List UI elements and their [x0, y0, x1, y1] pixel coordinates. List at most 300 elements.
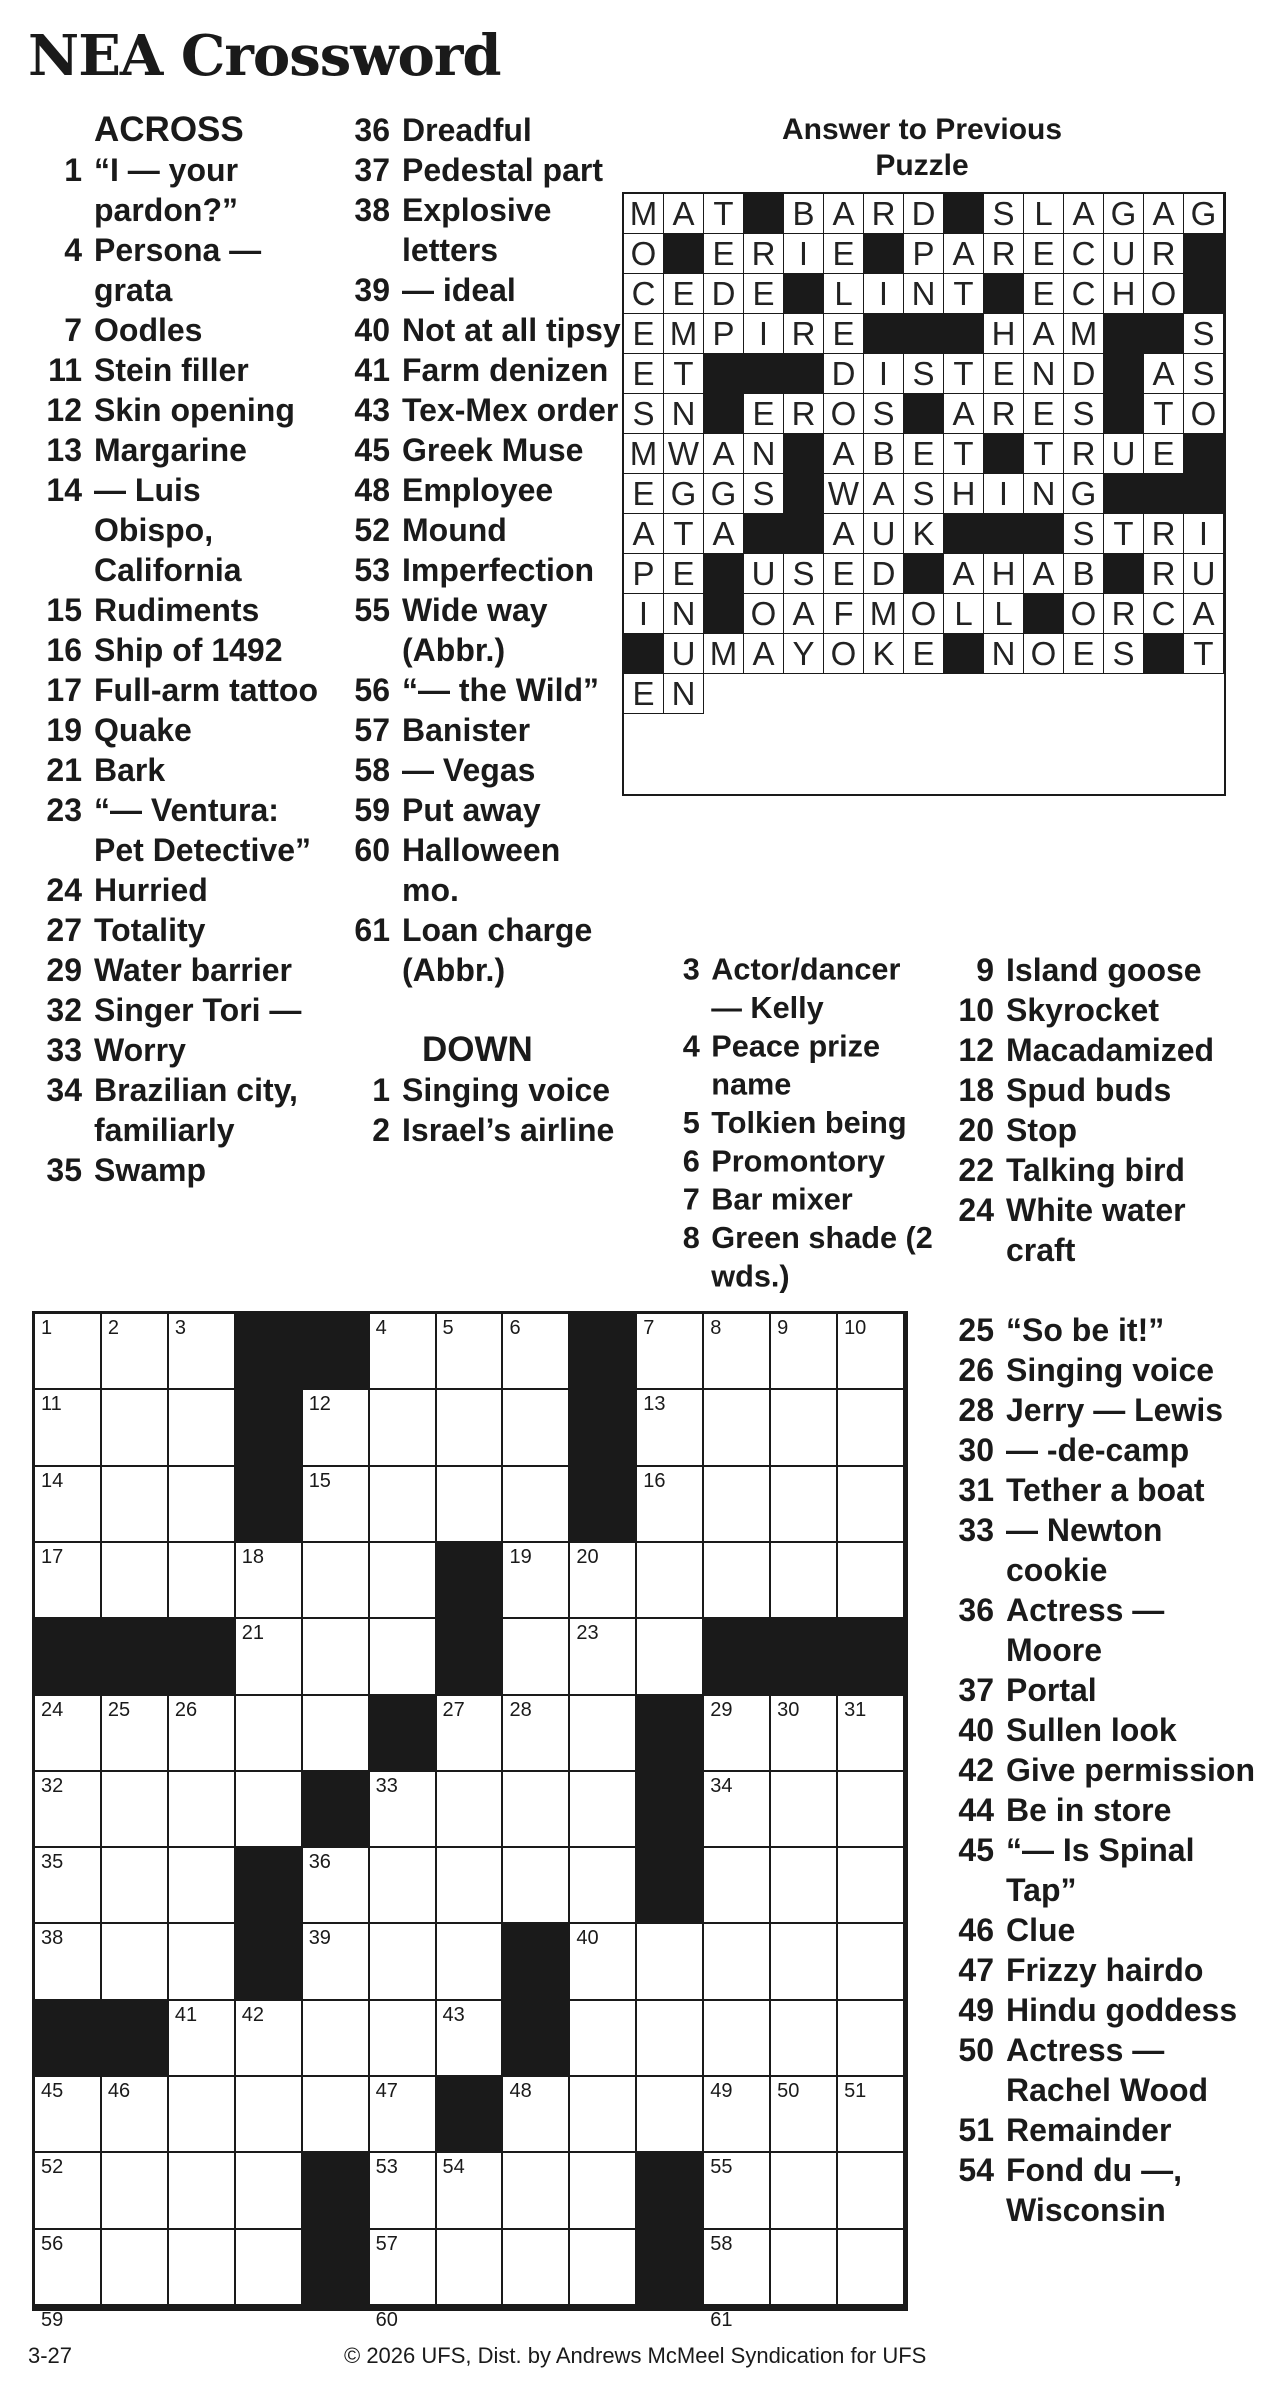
grid-cell[interactable]	[503, 1848, 570, 1924]
clue-text: “— Is Spinal Tap”	[1006, 1832, 1195, 1908]
grid-cell[interactable]	[838, 1543, 905, 1619]
grid-cell[interactable]	[236, 2077, 303, 2153]
answer-letter: R	[1144, 234, 1184, 274]
answer-letter: R	[744, 234, 784, 274]
answer-block	[704, 594, 744, 634]
grid-cell[interactable]	[704, 1696, 771, 1772]
answer-letter: E	[1024, 394, 1064, 434]
across-clue-list	[28, 150, 328, 1190]
grid-cell[interactable]	[771, 2306, 838, 2308]
grid-cell[interactable]	[771, 1390, 838, 1466]
cell-number: 15	[308, 1469, 331, 1492]
grid-cell[interactable]	[35, 1314, 102, 1390]
grid-cell[interactable]	[102, 2077, 169, 2153]
answer-letter: U	[1184, 554, 1224, 594]
grid-cell[interactable]	[370, 2153, 437, 2229]
answer-letter: A	[1024, 554, 1064, 594]
grid-cell[interactable]	[437, 2306, 504, 2308]
answer-letter: I	[624, 594, 664, 634]
grid-cell[interactable]	[503, 2077, 570, 2153]
grid-cell[interactable]	[35, 1924, 102, 2000]
grid-cell[interactable]	[236, 1543, 303, 1619]
down-clue	[336, 1110, 626, 1150]
grid-cell[interactable]	[637, 1467, 704, 1543]
answer-block	[1024, 514, 1064, 554]
grid-cell[interactable]	[637, 1390, 704, 1466]
clue-text: Ship of 1492	[94, 632, 283, 668]
clue-number: 22	[958, 1152, 994, 1188]
cell-number: 18	[241, 1545, 265, 1568]
grid-cell[interactable]	[303, 1467, 370, 1543]
across-clue	[336, 910, 626, 990]
answer-letter: N	[904, 274, 944, 314]
grid-cell[interactable]	[169, 1314, 236, 1390]
grid-cell[interactable]	[503, 1314, 570, 1390]
answer-letter: A	[624, 514, 664, 554]
grid-cell[interactable]	[704, 2230, 771, 2306]
answer-block	[944, 514, 984, 554]
grid-cell[interactable]	[35, 1543, 102, 1619]
answer-letter: N	[1024, 354, 1064, 394]
grid-cell[interactable]	[437, 2153, 504, 2229]
grid-cell[interactable]	[503, 1390, 570, 1466]
answer-letter: Y	[784, 634, 824, 674]
grid-cell[interactable]	[704, 1543, 771, 1619]
grid-cell[interactable]	[370, 1772, 437, 1848]
clue-number: 11	[48, 352, 82, 388]
grid-cell[interactable]	[303, 1543, 370, 1619]
grid-cell[interactable]	[370, 1390, 437, 1466]
answer-letter: E	[1024, 234, 1064, 274]
answer-block	[944, 314, 984, 354]
grid-cell[interactable]	[303, 1619, 370, 1695]
answer-block	[704, 394, 744, 434]
clue-number: 37	[958, 1672, 994, 1708]
grid-cell[interactable]	[102, 1467, 169, 1543]
grid-cell[interactable]	[437, 1772, 504, 1848]
cell-number: 33	[375, 1774, 398, 1797]
grid-cell[interactable]	[570, 1924, 637, 2000]
grid-cell[interactable]	[169, 2306, 236, 2308]
answer-letter: G	[664, 474, 704, 514]
grid-cell[interactable]	[838, 2306, 905, 2308]
grid-cell[interactable]	[771, 1543, 838, 1619]
grid-cell[interactable]	[303, 1848, 370, 1924]
grid-cell[interactable]	[771, 2230, 838, 2306]
cell-number: 48	[509, 2080, 532, 2103]
down-clue	[940, 1990, 1260, 2030]
grid-cell[interactable]	[102, 1772, 169, 1848]
answer-letter: R	[984, 234, 1024, 274]
grid-cell[interactable]	[704, 2306, 771, 2331]
across-clue	[28, 710, 328, 750]
grid-cell[interactable]	[771, 1314, 838, 1390]
across-clue	[28, 470, 328, 590]
down-clue	[940, 1070, 1260, 1110]
grid-cell[interactable]	[303, 2077, 370, 2153]
cell-number: 21	[241, 1622, 265, 1645]
grid-cell[interactable]	[704, 2001, 771, 2077]
clue-number: 47	[958, 1952, 994, 1988]
grid-block	[437, 2077, 504, 2153]
answer-block	[1104, 314, 1144, 354]
grid-cell[interactable]	[570, 2153, 637, 2229]
cell-number: 20	[576, 1545, 599, 1568]
answer-letter: S	[744, 474, 784, 514]
clue-number: 35	[46, 1152, 82, 1188]
answer-letter: S	[1104, 634, 1144, 674]
answer-block	[664, 234, 704, 274]
grid-cell[interactable]	[838, 1390, 905, 1466]
across-clue	[28, 1070, 328, 1150]
answer-letter: M	[1064, 314, 1104, 354]
grid-cell[interactable]	[35, 2153, 102, 2229]
cell-number: 49	[710, 2080, 733, 2103]
cell-number: 30	[777, 1698, 800, 1721]
grid-cell[interactable]	[771, 2077, 838, 2153]
answer-letter: T	[704, 194, 744, 234]
answer-letter: G	[1184, 194, 1224, 234]
clue-text: “I — your pardon?”	[94, 152, 239, 228]
clue-number: 36	[354, 112, 390, 148]
across-clues-column-2	[336, 110, 626, 1150]
cell-number: 36	[308, 1851, 331, 1874]
cell-number: 4	[375, 1317, 387, 1339]
grid-cell[interactable]	[437, 2001, 504, 2077]
answer-letter: A	[824, 514, 864, 554]
previous-answer-grid	[622, 192, 1226, 796]
clue-text: — -de-camp	[1006, 1432, 1190, 1468]
grid-cell[interactable]	[637, 1543, 704, 1619]
grid-cell[interactable]	[771, 1467, 838, 1543]
answer-letter: S	[1064, 394, 1104, 434]
clue-number: 5	[682, 1105, 700, 1140]
down-clue	[940, 990, 1260, 1030]
grid-block	[236, 1390, 303, 1466]
cell-number: 2	[107, 1317, 120, 1339]
grid-cell[interactable]	[102, 1848, 169, 1924]
grid-cell[interactable]	[236, 1619, 303, 1695]
grid-cell[interactable]	[838, 2077, 905, 2153]
grid-cell[interactable]	[704, 2153, 771, 2229]
clue-text: Promontory	[711, 1143, 886, 1179]
clue-text: Portal	[1006, 1672, 1097, 1708]
clue-text: Totality	[94, 912, 206, 948]
answer-letter: M	[704, 634, 744, 674]
grid-cell[interactable]	[370, 1924, 437, 2000]
answer-letter: H	[944, 474, 984, 514]
grid-cell[interactable]	[169, 2153, 236, 2229]
grid-cell[interactable]	[771, 1848, 838, 1924]
answer-block	[784, 514, 824, 554]
clue-number: 43	[354, 392, 390, 428]
grid-cell[interactable]	[704, 2077, 771, 2153]
answer-letter: W	[664, 434, 704, 474]
clue-text: Green shade (2 wds.)	[711, 1220, 933, 1294]
answer-letter: B	[864, 434, 904, 474]
answer-letter: A	[784, 594, 824, 634]
grid-cell[interactable]	[370, 2306, 437, 2331]
clue-number: 39	[354, 272, 390, 308]
down-clue	[940, 2110, 1260, 2150]
answer-block	[1024, 594, 1064, 634]
grid-cell[interactable]	[704, 1924, 771, 2000]
grid-cell[interactable]	[838, 1696, 905, 1772]
grid-block	[838, 1619, 905, 1695]
grid-cell[interactable]	[437, 1848, 504, 1924]
cell-number: 50	[777, 2080, 800, 2103]
answer-letter: B	[1064, 554, 1104, 594]
grid-cell[interactable]	[35, 1848, 102, 1924]
grid-cell[interactable]	[169, 1390, 236, 1466]
grid-cell[interactable]	[303, 1696, 370, 1772]
answer-block	[784, 274, 824, 314]
clue-number: 3	[682, 951, 700, 987]
clue-number: 45	[354, 432, 390, 468]
answer-block	[1184, 234, 1224, 274]
grid-cell[interactable]	[236, 2306, 303, 2308]
grid-cell[interactable]	[771, 2153, 838, 2229]
grid-cell[interactable]	[437, 1314, 504, 1390]
clue-number: 9	[976, 952, 994, 988]
answer-letter: R	[1144, 554, 1184, 594]
grid-cell[interactable]	[303, 2001, 370, 2077]
grid-cell[interactable]	[236, 1696, 303, 1772]
answer-letter: T	[1024, 434, 1064, 474]
grid-cell[interactable]	[637, 2077, 704, 2153]
grid-cell[interactable]	[570, 1696, 637, 1772]
clue-text: Peace prize name	[711, 1028, 881, 1102]
clue-text: — ideal	[402, 272, 516, 308]
grid-cell[interactable]	[102, 1314, 169, 1390]
grid-cell[interactable]	[236, 2230, 303, 2306]
grid-cell[interactable]	[838, 2001, 905, 2077]
grid-cell[interactable]	[838, 1467, 905, 1543]
grid-cell[interactable]	[169, 2001, 236, 2077]
grid-cell[interactable]	[370, 1467, 437, 1543]
grid-cell[interactable]	[570, 1772, 637, 1848]
grid-block	[637, 2153, 704, 2229]
grid-cell[interactable]	[35, 1467, 102, 1543]
grid-cell[interactable]	[102, 2153, 169, 2229]
grid-cell[interactable]	[637, 1619, 704, 1695]
grid-cell[interactable]	[169, 1924, 236, 2000]
across-clue	[28, 590, 328, 630]
grid-cell[interactable]	[437, 1924, 504, 2000]
cell-number: 32	[41, 1774, 64, 1797]
cell-number: 45	[41, 2080, 64, 2103]
grid-cell[interactable]	[704, 1314, 771, 1390]
grid-cell[interactable]	[637, 1314, 704, 1390]
grid-cell[interactable]	[771, 2001, 838, 2077]
grid-cell[interactable]	[503, 1772, 570, 1848]
clue-number: 56	[354, 672, 390, 708]
grid-cell[interactable]	[370, 1848, 437, 1924]
clue-number: 29	[46, 952, 82, 988]
answer-block	[1144, 314, 1184, 354]
grid-block	[437, 1543, 504, 1619]
across-clue	[28, 150, 328, 230]
grid-cell[interactable]	[570, 2077, 637, 2153]
grid-cell[interactable]	[838, 2230, 905, 2306]
grid-block	[503, 2001, 570, 2077]
grid-block	[236, 1467, 303, 1543]
down-clues-column-2	[648, 950, 936, 1295]
across-clue	[28, 990, 328, 1030]
grid-cell[interactable]	[704, 1848, 771, 1924]
across-clue	[28, 790, 328, 870]
grid-cell[interactable]	[236, 1772, 303, 1848]
answer-letter: E	[1064, 634, 1104, 674]
grid-cell[interactable]	[437, 1696, 504, 1772]
clue-number: 33	[958, 1512, 994, 1548]
clue-number: 19	[46, 712, 82, 748]
grid-block	[303, 2306, 370, 2308]
answer-letter: E	[1024, 274, 1064, 314]
grid-cell[interactable]	[503, 2153, 570, 2229]
clue-text: “— the Wild”	[402, 672, 600, 708]
grid-cell[interactable]	[35, 2077, 102, 2153]
grid-cell[interactable]	[35, 1390, 102, 1466]
grid-cell[interactable]	[503, 1696, 570, 1772]
grid-cell[interactable]	[637, 1924, 704, 2000]
grid-cell[interactable]	[503, 1543, 570, 1619]
answer-block	[1184, 434, 1224, 474]
grid-cell[interactable]	[102, 1924, 169, 2000]
answer-letter: S	[784, 554, 824, 594]
grid-cell[interactable]	[370, 2230, 437, 2306]
across-clue	[336, 510, 626, 550]
clue-text: Quake	[94, 712, 192, 748]
across-clue	[28, 670, 328, 710]
grid-cell[interactable]	[102, 1390, 169, 1466]
clue-text: Banister	[402, 712, 531, 748]
clue-number: 60	[354, 832, 390, 868]
grid-cell[interactable]	[35, 2230, 102, 2306]
clue-text: Mound	[402, 512, 507, 548]
grid-cell[interactable]	[236, 2001, 303, 2077]
answer-block	[944, 634, 984, 674]
grid-block	[570, 1390, 637, 1466]
grid-cell[interactable]	[503, 2306, 570, 2308]
grid-cell[interactable]	[503, 1467, 570, 1543]
answer-letter: A	[864, 474, 904, 514]
grid-cell[interactable]	[169, 1543, 236, 1619]
grid-block	[570, 1314, 637, 1390]
cell-number: 16	[643, 1469, 666, 1492]
grid-cell[interactable]	[704, 1772, 771, 1848]
grid-cell[interactable]	[236, 2153, 303, 2229]
cell-number: 46	[107, 2080, 131, 2103]
clue-text: Not at all tipsy	[402, 312, 621, 348]
answer-block	[704, 554, 744, 594]
grid-cell[interactable]	[102, 2306, 169, 2308]
grid-cell[interactable]	[503, 1619, 570, 1695]
grid-cell[interactable]	[838, 1848, 905, 1924]
answer-letter: N	[984, 634, 1024, 674]
answer-block	[984, 274, 1024, 314]
grid-cell[interactable]	[102, 2230, 169, 2306]
clue-text: Hurried	[94, 872, 208, 908]
grid-cell[interactable]	[771, 1772, 838, 1848]
grid-cell[interactable]	[169, 2077, 236, 2153]
grid-cell[interactable]	[169, 1696, 236, 1772]
answer-block	[1104, 474, 1144, 514]
grid-cell[interactable]	[838, 2153, 905, 2229]
grid-cell[interactable]	[370, 1314, 437, 1390]
clue-text: Full-arm tattoo	[94, 672, 318, 708]
grid-cell[interactable]	[570, 1543, 637, 1619]
grid-cell[interactable]	[169, 1848, 236, 1924]
grid-cell[interactable]	[169, 1772, 236, 1848]
grid-cell[interactable]	[35, 1696, 102, 1772]
answer-letter: R	[784, 394, 824, 434]
grid-cell[interactable]	[437, 1467, 504, 1543]
answer-letter: T	[1184, 634, 1224, 674]
answer-letter: D	[704, 274, 744, 314]
answer-letter: E	[664, 554, 704, 594]
down-clue	[940, 1710, 1260, 1750]
grid-cell[interactable]	[303, 1924, 370, 2000]
grid-cell[interactable]	[35, 1772, 102, 1848]
grid-cell[interactable]	[102, 1543, 169, 1619]
cell-number: 24	[41, 1698, 64, 1721]
grid-cell[interactable]	[303, 1390, 370, 1466]
grid-cell[interactable]	[437, 2230, 504, 2306]
grid-cell[interactable]	[637, 2001, 704, 2077]
grid-cell[interactable]	[35, 2306, 102, 2331]
grid-cell[interactable]	[503, 2230, 570, 2306]
grid-cell[interactable]	[838, 1924, 905, 2000]
clue-number: 50	[958, 2032, 994, 2068]
grid-cell[interactable]	[570, 2001, 637, 2077]
down-clue	[336, 1070, 626, 1110]
down-clue	[940, 1390, 1260, 1430]
grid-cell[interactable]	[704, 1390, 771, 1466]
down-clue	[940, 1030, 1260, 1070]
grid-cell[interactable]	[838, 1314, 905, 1390]
puzzle-date: 3-27	[28, 2343, 73, 2368]
answer-block	[784, 474, 824, 514]
clue-number: 10	[958, 992, 994, 1028]
grid-cell[interactable]	[370, 1619, 437, 1695]
across-clue	[336, 190, 626, 270]
answer-block	[984, 434, 1024, 474]
cell-number: 59	[41, 2309, 64, 2331]
grid-cell[interactable]	[570, 1619, 637, 1695]
grid-cell[interactable]	[838, 1772, 905, 1848]
clue-text: Island goose	[1006, 952, 1202, 988]
grid-cell[interactable]	[570, 1848, 637, 1924]
grid-cell[interactable]	[370, 2077, 437, 2153]
grid-cell[interactable]	[370, 2001, 437, 2077]
grid-cell[interactable]	[771, 1924, 838, 2000]
answer-letter: H	[984, 554, 1024, 594]
across-clue	[28, 430, 328, 470]
grid-cell[interactable]	[370, 1543, 437, 1619]
grid-cell[interactable]	[771, 1696, 838, 1772]
across-clue	[336, 390, 626, 430]
grid-cell[interactable]	[704, 1467, 771, 1543]
grid-cell[interactable]	[169, 1467, 236, 1543]
cell-number: 41	[174, 2003, 198, 2026]
grid-cell[interactable]	[570, 2230, 637, 2306]
down-clue-list-continued-2	[940, 950, 1260, 1270]
down-clue	[940, 1790, 1260, 1830]
grid-cell[interactable]	[437, 1390, 504, 1466]
grid-cell[interactable]	[169, 2230, 236, 2306]
grid-cell[interactable]	[102, 1696, 169, 1772]
